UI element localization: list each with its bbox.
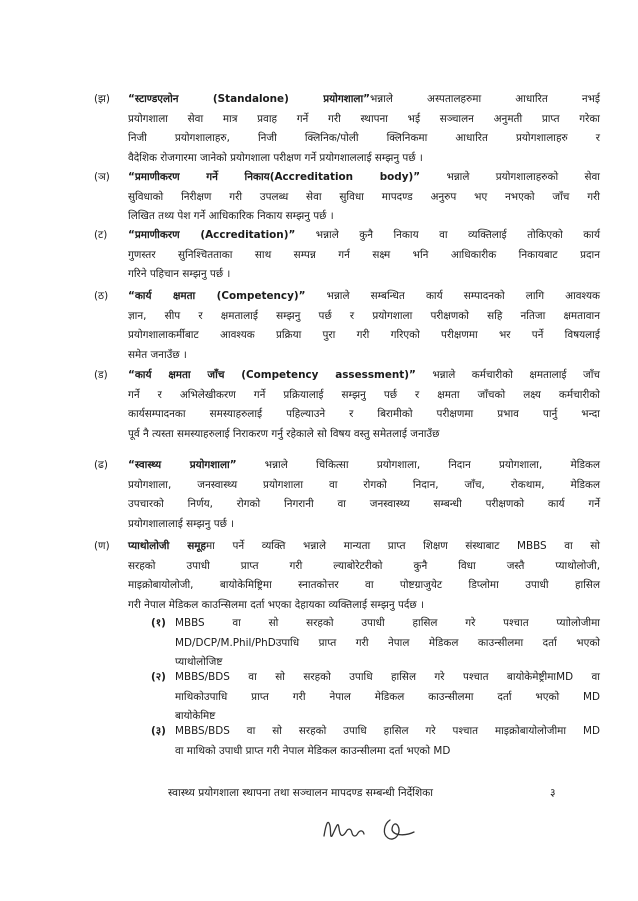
term: प्याथोलोजी समूह xyxy=(128,540,206,552)
item-marker: (ट) xyxy=(94,229,108,241)
item-marker: (ढ) xyxy=(94,459,108,471)
definition-pathology-group: (ण) प्याथोलोजी समूहमा पर्ने व्यक्ति भन्नाले मान्यता प्राप्त शिक्षण संस्थाबाट MBBS वा सो सरहको उपाधी प्राप्त गरी ल्याबोरेटरीको कुनै विधा जस्तै प्याथोलोजी, माइक्रोबायोलोजी, बायोकेमिष्ट्रिमा स्नातकोत्तर वा पोष्टग्राजुयेट डिप्लोमा उपाधी हासिल गरी नेपाल मेडिकल काउन्सिलमा दर्ता भएका देहायका व्यक्तिलाई सम्झनु पर्दछ । xyxy=(128,537,600,615)
term: “स्वास्थ्य प्रयोगशाला” xyxy=(128,459,237,471)
definition-accreditation: (ट) “प्रमाणीकरण (Accreditation)” भन्नाले कुनै निकाय वा व्यक्तिलाई तोकिएको कार्य गुणस्तर सुनिश्चितताका साथ सम्पन्न गर्न सक्ष्म भनि आधिकारीक निकायबाट प्रदान गरिने पहिचान सम्झनु पर्छ । xyxy=(128,226,600,285)
term: “प्रमाणीकरण (Accreditation)” xyxy=(128,229,296,241)
definition-competency: (ठ) “कार्य क्षमता (Competency)” भन्नाले सम्बन्धित कार्य सम्पादनको लागि आवश्यक ज्ञान, सीप र क्षमतालाई सम्झनु पर्छ र प्रयोगशाला परीक्षणको सहि नतिजा क्षमतावान प्रयोगशालाकर्मीबाट आवश्यक प्रक्रिया पुरा गरी गरिएको परीक्षणमा भर पर्ने विषयलाई समेत जनाउँछ । xyxy=(128,287,600,365)
item-marker: (ञ) xyxy=(94,171,110,183)
handwritten-signature xyxy=(318,806,448,846)
pathology-subitem-2: (२) MBBS/BDS वा सो सरहको उपाधि हासिल गरे पश्चात बायोकेमेष्ट्रीमाMD वा माथिकोउपाधि प्राप्त गरी नेपाल मेडिकल काउन्सीलमा दर्ता भएको MD बायोकेमिष्ट xyxy=(175,668,600,727)
term: “प्रमाणीकरण गर्ने निकाय(Accreditation body)” xyxy=(128,171,421,183)
subitem-number: (१) xyxy=(151,617,166,629)
item-marker: (ड) xyxy=(94,369,108,381)
pathology-subitem-1: (१) MBBS वा सो सरहको उपाधी हासिल गरे पश्चात प्याोलोजीमा MD/DCP/M.Phil/PhDउपाधि प्राप्त गरी नेपाल मेडिकल काउन्सीलमा दर्ता भएको प्याथोलोजिष्ट xyxy=(175,614,600,673)
term: “स्टाण्डएलोन (Standalone) प्रयोगशाला” xyxy=(128,93,370,105)
page-footer: स्वास्थ्य प्रयोगशाला स्थापना तथा सञ्चालन मापदण्ड सम्बन्धी निर्देशिका xyxy=(168,787,434,799)
definition-accreditation-body: (ञ) “प्रमाणीकरण गर्ने निकाय(Accreditation body)” भन्नाले प्रयोगशालाहरुको सेवा सुविधाको निरीक्षण गरी उपलब्ध सेवा सुविधा मापदण्ड अनुरुप भए नभएको जाँच गरी लिखित तथ्य पेश गर्ने आधिकारिक निकाय सम्झनु पर्छ । xyxy=(128,168,600,227)
definition-standalone-lab: (झ) “स्टाण्डएलोन (Standalone) प्रयोगशाला”भन्नाले अस्पतालहरुमा आधारित नभई प्रयोगशाला सेवा मात्र प्रवाह गर्ने गरी स्थापना भई सञ्चालन अनुमती प्राप्त गरेका निजी प्रयोगशालाहरु, निजी क्लिनिक/पोली क्लिनिकमा आधारित प्रयोगशालाहरु र वैदेशिक रोजगारमा जानेको प्रयोगशाला परीक्षण गर्ने प्रयोगशाललाई सम्झनु पर्छ । xyxy=(128,90,600,168)
term: “कार्य क्षमता जाँच (Competency assessment)” xyxy=(128,369,416,381)
subitem-number: (२) xyxy=(151,671,166,683)
definition-health-laboratory: (ढ) “स्वास्थ्य प्रयोगशाला” भन्नाले चिकित्सा प्रयोगशाला, निदान प्रयोगशाला, मेडिकल प्रयोगशाला, जनस्वास्थ्य प्रयोगशाला वा रोगको निदान, जाँच, रोकथाम, मेडिकल उपचारको निर्णय, रोगको निगरानी वा जनस्वास्थ्य सम्बन्धी परीक्षणको कार्य गर्ने प्रयोगशालालाई सम्झनु पर्छ । xyxy=(128,456,600,534)
item-marker: (ठ) xyxy=(94,290,109,302)
item-marker: (ण) xyxy=(94,540,110,552)
definition-competency-assessment: (ड) “कार्य क्षमता जाँच (Competency assessment)” भन्नाले कर्मचारीको क्षमतालाई जाँच गर्ने र अभिलेखीकरण गर्ने प्रक्रियालाई सम्झनु पर्छ र क्षमता जाँचको लक्ष्य कर्मचारीको कार्यसम्पादनका समस्याहरुलाई पहिल्याउने र बिरामीको परीक्षणमा प्रभाव पार्नु भन्दा पूर्व नै त्यस्ता समस्याहरुलाई निराकरण गर्नु रहेकाले सो विषय वस्तु समेतलाई जनाउँछ xyxy=(128,366,600,444)
term: “कार्य क्षमता (Competency)” xyxy=(128,290,306,302)
pathology-subitem-3: (३) MBBS/BDS वा सो सरहको उपाधि हासिल गरे पश्चात माइक्रोबायोलोजीमा MD वा माथिको उपाधी प्राप्त गरी नेपाल मेडिकल काउन्सीलमा दर्ता भएको MD xyxy=(175,722,600,761)
item-marker: (झ) xyxy=(94,93,110,105)
page-number: ३ xyxy=(550,787,556,799)
subitem-number: (३) xyxy=(151,725,166,737)
